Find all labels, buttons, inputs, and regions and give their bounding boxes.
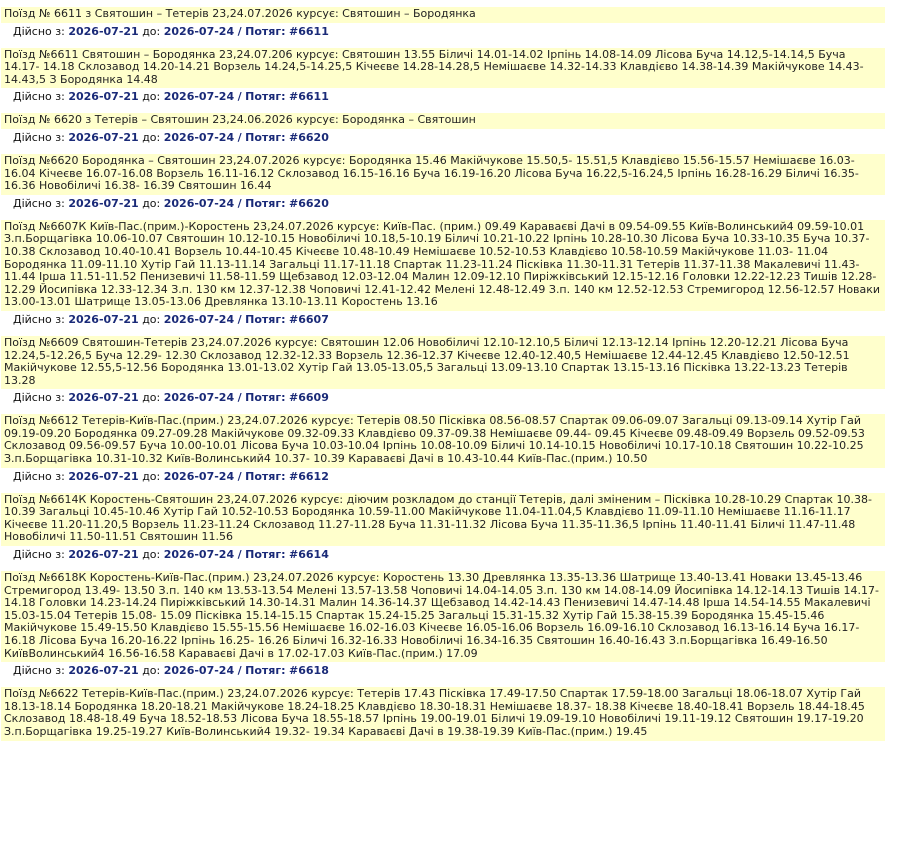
train-label: Потяг: [245,391,286,405]
train-label: Потяг: [245,548,286,562]
notice-item [0,154,903,220]
train-number: #6609 [289,391,329,405]
valid-to-label: до: [142,90,161,104]
valid-from-date: 2026-07-21 [68,469,139,483]
train-number: #6612 [289,469,329,483]
valid-to-label: до: [142,664,161,678]
valid-from-date: 2026-07-21 [68,312,139,326]
separator: / [237,548,242,562]
valid-from-label: Дійсно з: [13,391,65,405]
valid-to-label: до: [142,24,161,38]
valid-from-label: Дійсно з: [13,312,65,326]
train-number: #6611 [289,90,329,104]
separator: / [237,391,242,405]
valid-to-date: 2026-07-24 [163,312,235,326]
separator: / [237,130,242,144]
valid-to-label: до: [142,312,161,326]
valid-to-date: 2026-07-24 [163,90,235,104]
notice-text: Поїзд № 6611 з Святошин – Тетерів 23,24.07.2026 курсує: Святошин – Бородянка [1,7,885,23]
separator: / [237,90,242,104]
validity-line [0,468,903,493]
notice-text: Поїзд №6622 Тетерів-Київ-Пас.(прим.) 23,24.07.2026 курсує: Тетерів 17.43 Пісківка 17.49-17.50 Спартак 17.59-18.00 Загальці 18.06-18.07 Хутір Гай 18.13-18.14 Бородянка 18.20-18.21 Макійчукове 18.24-18.25 Клавдієво 18.30-18.31 Немішаєве 18.37- 18.38 Кічеєве 18.40-18.41 Ворзель 18.44-18.45 Склозавод 18.48-18.49 Буча 18.52-18.53 Лісова Буча 18.55-18.57 Ірпінь 19.00-19.01 Біличі 19.09-19.10 Новобіличі 19.11-19.12 Святошин 19.17-19.20 З.п.Борщагівка 19.25-19.27 Київ-Волинський4 19.32- 19.34 Караваєві Дачі в 19.38-19.39 Київ-Пас.(прим.) 19.45 [1,687,885,740]
notice-text: Поїзд №6609 Святошин-Тетерів 23,24.07.2026 курсує: Святошин 12.06 Новобіличі 12.10-12.10,5 Біличі 12.13-12.14 Ірпінь 12.20-12.21 Лісова Буча 12.24,5-12.26,5 Буча 12.29- 12.30 Склозавод 12.32-12.33 Ворзель 12.36-12.37 Кічеєве 12.40-12.40,5 Немішаєве 12.44-12.45 Клавдієво 12.50-12.51 Макійчукове 12.55,5-12.56 Бородянка 13.01-13.02 Хутір Гай 13.05-13.05,5 Загальці 13.09-13.10 Спартак 13.15-13.16 Пісківка 13.22-13.23 Тетерів 13.28 [1,336,885,389]
separator: / [237,664,242,678]
train-label: Потяг: [245,469,286,483]
valid-to-label: до: [142,391,161,405]
valid-from-label: Дійсно з: [13,24,65,38]
notice-item [0,571,903,687]
validity-line [0,129,903,154]
train-label: Потяг: [245,664,286,678]
valid-from-date: 2026-07-21 [68,24,139,38]
train-label: Потяг: [245,312,286,326]
notice-item [0,414,903,492]
valid-from-date: 2026-07-21 [68,90,139,104]
train-number: #6614 [289,548,329,562]
valid-from-label: Дійсно з: [13,469,65,483]
valid-to-label: до: [142,196,161,210]
valid-to-date: 2026-07-24 [163,130,235,144]
valid-from-date: 2026-07-21 [68,664,139,678]
separator: / [237,469,242,483]
train-number: #6611 [289,24,329,38]
separator: / [237,312,242,326]
validity-line [0,88,903,113]
valid-from-label: Дійсно з: [13,90,65,104]
train-number: #6620 [289,196,329,210]
notice-list [0,7,903,741]
valid-from-date: 2026-07-21 [68,548,139,562]
valid-to-label: до: [142,469,161,483]
validity-line [0,389,903,414]
valid-from-date: 2026-07-21 [68,391,139,405]
notice-item [0,687,903,740]
train-number: #6620 [289,130,329,144]
valid-to-date: 2026-07-24 [163,469,235,483]
notice-item [0,48,903,114]
train-number: #6618 [289,664,329,678]
train-number: #6607 [289,312,329,326]
valid-to-date: 2026-07-24 [163,664,235,678]
valid-from-label: Дійсно з: [13,548,65,562]
train-label: Потяг: [245,130,286,144]
separator: / [237,196,242,210]
valid-to-date: 2026-07-24 [163,24,235,38]
valid-from-label: Дійсно з: [13,664,65,678]
validity-line [0,23,903,48]
valid-to-label: до: [142,548,161,562]
valid-from-label: Дійсно з: [13,196,65,210]
valid-from-label: Дійсно з: [13,130,65,144]
validity-line [0,311,903,336]
train-label: Потяг: [245,24,286,38]
separator: / [237,24,242,38]
valid-from-date: 2026-07-21 [68,196,139,210]
notice-item [0,113,903,154]
notice-item [0,493,903,571]
notice-text: Поїзд №6607К Київ-Пас.(прим.)-Коростень 23,24.07.2026 курсує: Київ-Пас. (прим.) 09.49 Караваєві Дачі в 09.54-09.55 Київ-Волинський4 09.59-10.01 З.п.Борщагівка 10.06-10.07 Святошин 10.12-10.15 Новобіличі 10.18,5-10.19 Біличі 10.21-10.22 Ірпінь 10.28-10.30 Лісова Буча 10.33-10.35 Буча 10.37-10.38 Склозавод 10.40-10.41 Ворзель 10.44-10.45 Кічеєве 10.48-10.49 Немішаєве 10.52-10.53 Клавдієво 10.58-10.59 Макійчукове 11.03- 11.04 Бородянка 11.09-11.10 Хутір Гай 11.13-11.14 Загальці 11.17-11.18 Спартак 11.23-11.24 Пісківка 11.30-11.31 Тетерів 11.37-11.38 Макалевичі 11.43-11.44 Ірша 11.51-11.52 Пенизевичі 11.58-11.59 Щебзавод 12.03-12.04 Малин 12.09-12.10 Пиріжківський 12.15-12.16 Головки 12.22-12.23 Тишів 12.28- 12.29 Йосипівка 12.33-12.34 З.п. 130 км 12.37-12.38 Чоповичі 12.41-12.42 Мелені 12.48-12.49 З.п. 140 км 12.52-12.53 Стремигород 12.56-12.57 Новаки 13.00-13.01 Шатрище 13.05-13.06 Древлянка 13.10-13.11 Коростень 13.16 [1,220,885,311]
notice-text: Поїзд №6620 Бородянка – Святошин 23,24.07.2026 курсує: Бородянка 15.46 Макійчукове 15.50,5- 15.51,5 Клавдієво 15.56-15.57 Немішаєве 16.03-16.04 Кічеєве 16.07-16.08 Ворзель 16.11-16.12 Склозавод 16.15-16.16 Буча 16.19-16.20 Лісова Буча 16.22,5-16.24,5 Ірпінь 16.28-16.29 Біличі 16.35-16.36 Новобіличі 16.38- 16.39 Святошин 16.44 [1,154,885,195]
train-label: Потяг: [245,196,286,210]
validity-line [0,546,903,571]
notice-text: Поїзд № 6620 з Тетерів – Святошин 23,24.06.2026 курсує: Бородянка – Святошин [1,113,885,129]
train-label: Потяг: [245,90,286,104]
valid-to-date: 2026-07-24 [163,391,235,405]
valid-to-date: 2026-07-24 [163,196,235,210]
notice-text: Поїзд №6612 Тетерів-Київ-Пас.(прим.) 23,24.07.2026 курсує: Тетерів 08.50 Пісківка 08.56-08.57 Спартак 09.06-09.07 Загальці 09.13-09.14 Хутір Гай 09.19-09.20 Бородянка 09.27-09.28 Макійчукове 09.32-09.33 Клавдієво 09.37-09.38 Немішаєве 09.44- 09.45 Кічеєве 09.48-09.49 Ворзель 09.52-09.53 Склозавод 09.56-09.57 Буча 10.00-10.01 Лісова Буча 10.03-10.04 Ірпінь 10.08-10.09 Біличі 10.14-10.15 Новобіличі 10.17-10.18 Святошин 10.22-10.25 З.п.Борщагівка 10.31-10.32 Київ-Волинський4 10.37- 10.39 Караваєві Дачі в 10.43-10.44 Київ-Пас.(прим.) 10.50 [1,414,885,467]
valid-to-date: 2026-07-24 [163,548,235,562]
notice-item [0,7,903,48]
validity-line [0,195,903,220]
validity-line [0,662,903,687]
notice-text: Поїзд №6614К Коростень-Святошин 23,24.07.2026 курсує: діючим розкладом до станції Тетерів, далі зміненим – Пісківка 10.28-10.29 Спартак 10.38-10.39 Загальці 10.45-10.46 Хутір Гай 10.52-10.53 Бородянка 10.59-11.00 Макійчукове 11.04-11.04,5 Клавдієво 11.09-11.10 Немішаєве 11.16-11.17 Кічеєве 11.20-11.20,5 Ворзель 11.23-11.24 Склозавод 11.27-11.28 Буча 11.31-11.32 Лісова Буча 11.35-11.36,5 Ірпінь 11.40-11.41 Біличі 11.47-11.48 Новобіличі 11.50-11.51 Святошин 11.56 [1,493,885,546]
notice-item [0,220,903,336]
valid-from-date: 2026-07-21 [68,130,139,144]
valid-to-label: до: [142,130,161,144]
notice-text: Поїзд №6611 Святошин – Бородянка 23,24.07.206 курсує: Святошин 13.55 Біличі 14.01-14.02 Ірпінь 14.08-14.09 Лісова Буча 14.12,5-14.14,5 Буча 14.17- 14.18 Склозавод 14.20-14.21 Ворзель 14.24,5-14.25,5 Кічеєве 14.28-14.28,5 Немішаєве 14.32-14.33 Клавдієво 14.38-14.39 Макійчукове 14.43-14.43,5 З Бородянка 14.48 [1,48,885,89]
notice-text: Поїзд №6618К Коростень-Київ-Пас.(прим.) 23,24.07.2026 курсує: Коростень 13.30 Древлянка 13.35-13.36 Шатрище 13.40-13.41 Новаки 13.45-13.46 Стремигород 13.49- 13.50 З.п. 140 км 13.53-13.54 Мелені 13.57-13.58 Чоповичі 14.04-14.05 З.п. 130 км 14.08-14.09 Йосипівка 14.12-14.13 Тишів 14.17-14.18 Головки 14.23-14.24 Пиріжківський 14.30-14.31 Малин 14.36-14.37 Щебзавод 14.42-14.43 Пенизевичі 14.47-14.48 Ірша 14.54-14.55 Макалевичі 15.03-15.04 Тетерів 15.08- 15.09 Пісківка 15.14-15.15 Спартак 15.24-15.25 Загальці 15.31-15.32 Хутір Гай 15.38-15.39 Бородянка 15.45-15.46 Макійчукове 15.49-15.50 Клавдієво 15.55-15.56 Немішаєве 16.02-16.03 Кічеєве 16.05-16.06 Ворзель 16.09-16.10 Склозавод 16.13-16.14 Буча 16.17-16.18 Лісова Буча 16.20-16.22 Ірпінь 16.25- 16.26 Біличі 16.32-16.33 Новобіличі 16.34-16.35 Святошин 16.40-16.43 З.п.Борщагівка 16.49-16.50 КиївВолинський4 16.56-16.58 Караваєві Дачі в 17.02-17.03 Київ-Пас.(прим.) 17.09 [1,571,885,662]
notice-item [0,336,903,414]
